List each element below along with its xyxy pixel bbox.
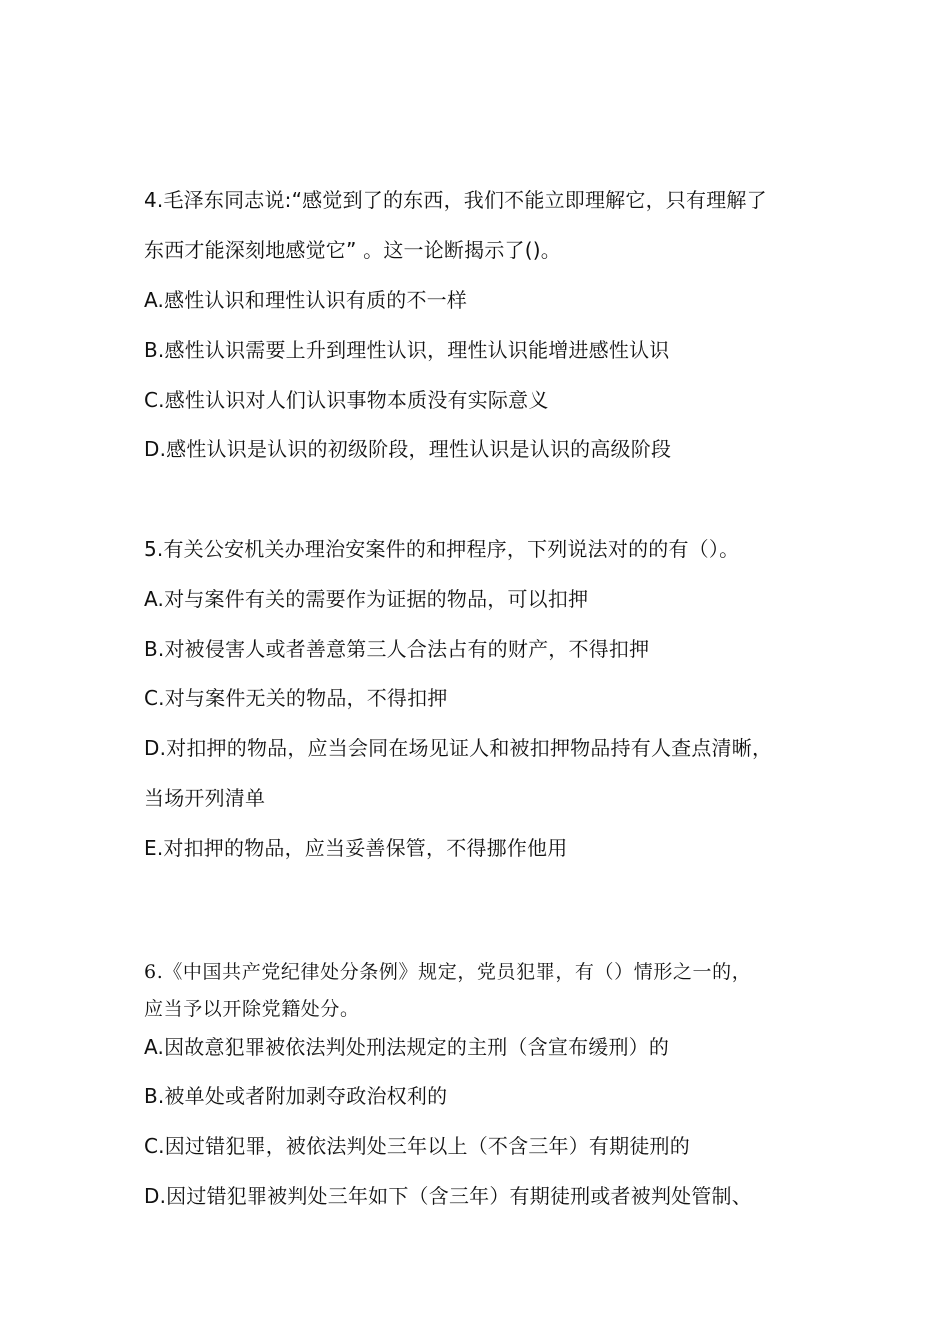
question-5-option-b: B.对被侵害人或者善意第三人合法占有的财产，不得扣押 — [144, 637, 650, 661]
question-4-stem-line-2: 东西才能深刻地感觉它” 。这一论断揭示了()。 — [144, 238, 561, 262]
question-4-option-d: D.感性认识是认识的初级阶段，理性认识是认识的高级阶段 — [144, 437, 672, 461]
question-5-option-d-line-2: 当场开列清单 — [144, 786, 266, 810]
question-4-stem-line-1: 4.毛泽东同志说:“感觉到了的东西，我们不能立即理解它，只有理解了 — [144, 188, 767, 212]
question-6-option-c: C.因过错犯罪，被依法判处三年以上（不含三年）有期徒刑的 — [144, 1134, 690, 1158]
question-6-stem-line-2: 应当予以开除党籍处分。 — [144, 998, 360, 1020]
question-6-option-d: D.因过错犯罪被判处三年如下（含三年）有期徒刑或者被判处管制、 — [144, 1184, 752, 1208]
question-4-option-c: C.感性认识对人们认识事物本质没有实际意义 — [144, 388, 549, 412]
question-4-option-a: A.感性认识和理性认识有质的不一样 — [144, 288, 468, 312]
question-6-option-b: B.被单处或者附加剥夺政治权利的 — [144, 1084, 448, 1108]
question-5-option-c: C.对与案件无关的物品，不得扣押 — [144, 686, 448, 710]
question-4-option-b: B.感性认识需要上升到理性认识，理性认识能增进感性认识 — [144, 338, 670, 362]
question-5-option-d-line-1: D.对扣押的物品，应当会同在场见证人和被扣押物品持有人查点清晰， — [144, 736, 773, 760]
question-6-option-a: A.因故意犯罪被依法判处刑法规定的主刑（含宣布缓刑）的 — [144, 1035, 670, 1059]
question-6-stem-line-1: 6.《中国共产党纪律处分条例》规定，党员犯罪，有（）情形之一的， — [144, 961, 752, 983]
question-5-stem-line-1: 5.有关公安机关办理治安案件的和押程序，下列说法对的的有（）。 — [144, 537, 740, 561]
question-5-option-a: A.对与案件有关的需要作为证据的物品，可以扣押 — [144, 587, 589, 611]
question-5-option-e: E.对扣押的物品，应当妥善保管，不得挪作他用 — [144, 836, 568, 860]
